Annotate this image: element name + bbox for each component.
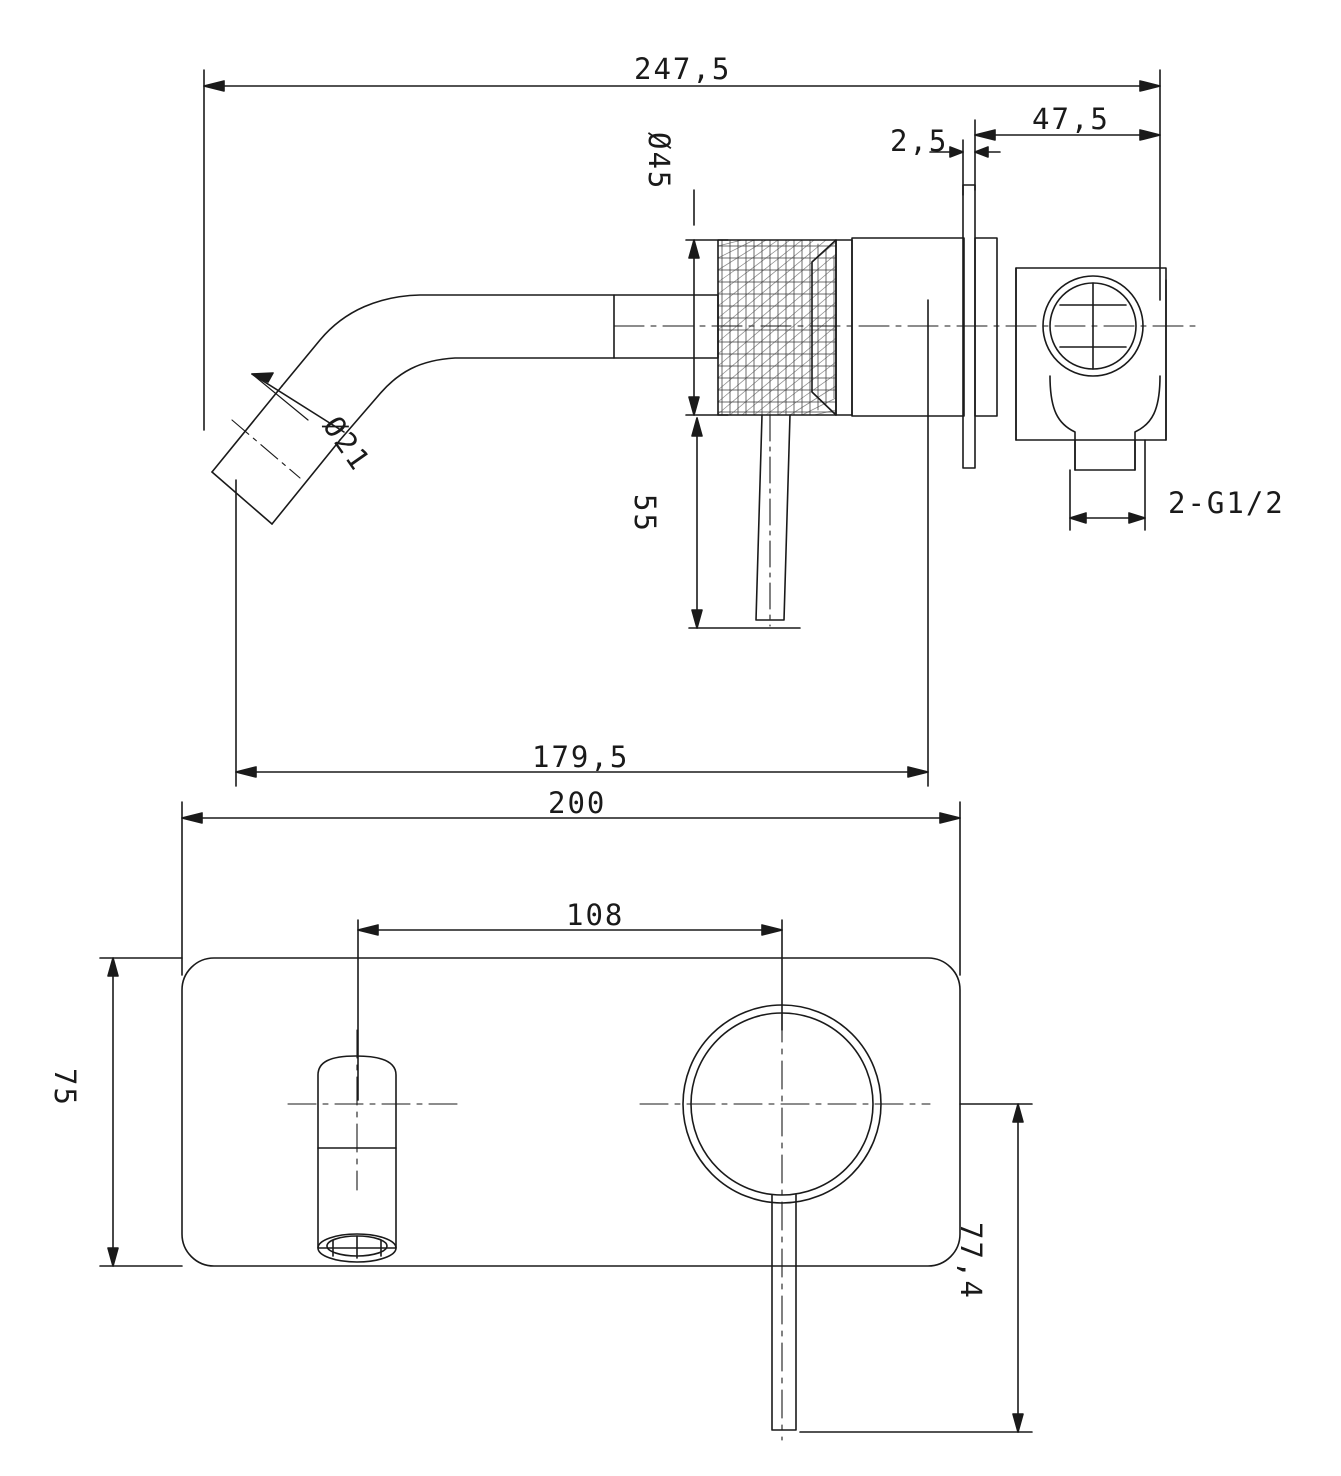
dim-inlet-thread-leader [1070,440,1145,530]
dim-text-body-diameter: Ø45 [642,132,676,191]
knurled-texture [718,240,836,415]
dim-plate-height [100,958,182,1266]
dim-centres-108 [358,920,782,1100]
dim-text-handle-drop: 77,4 [954,1222,988,1300]
dim-handle-drop [800,1104,1032,1432]
dim-text-outlet-diameter: Ø21 [316,410,378,478]
dim-text-inlet-thread: 2-G1/2 [1168,486,1285,520]
dim-text-handle-length: 55 [628,494,662,533]
spout-geometry [212,295,614,524]
dim-plate-width [182,802,960,975]
dim-handle-length [689,418,800,628]
dim-text-overall-length: 247,5 [634,52,732,86]
dim-text-spout-projection: 179,5 [532,740,630,774]
dim-text-plate-height: 75 [48,1068,82,1107]
dim-text-plate-thickness: 2,5 [890,124,949,158]
concealed-valve-body [1016,268,1166,470]
dim-spout-projection [236,300,928,786]
wall-plate-front [182,958,960,1266]
dim-text-plate-width: 200 [548,786,607,820]
dim-text-plate-to-valve: 47,5 [1032,102,1110,136]
dim-text-centres-108: 108 [566,898,625,932]
handle-lever-side [756,415,790,626]
